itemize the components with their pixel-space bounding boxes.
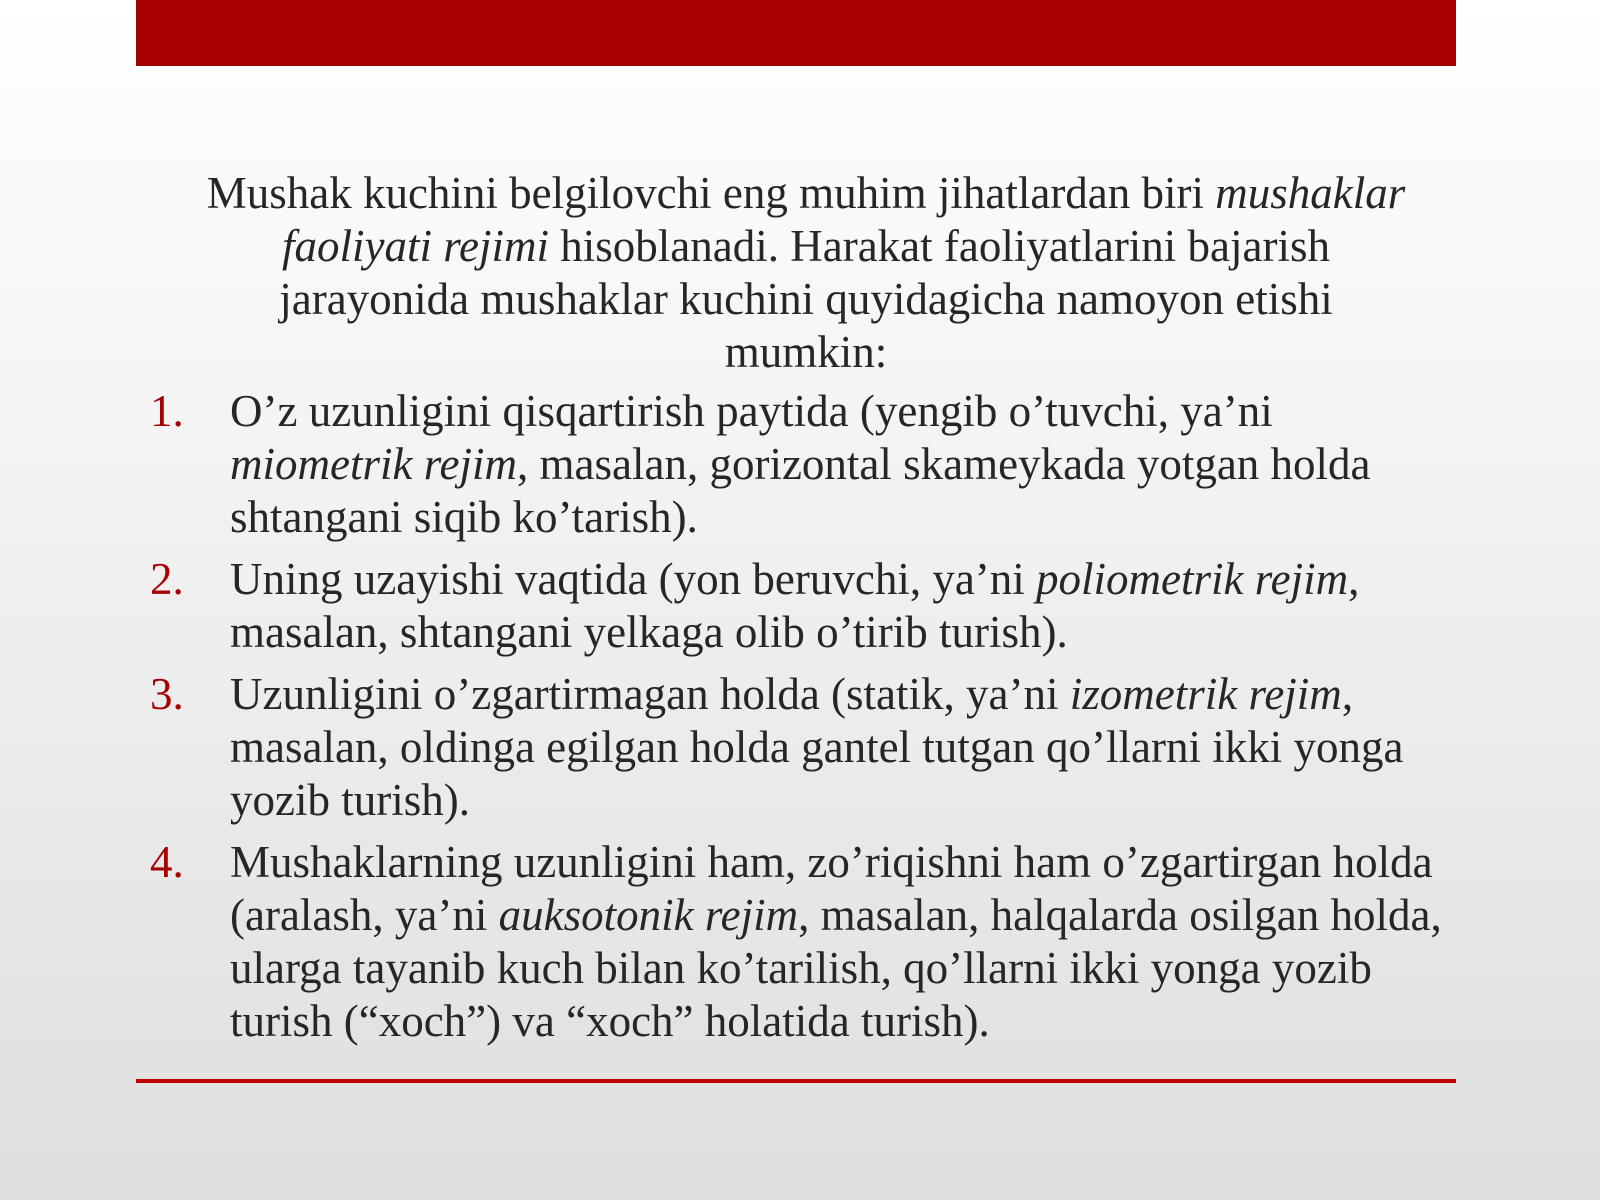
header-accent-bar	[136, 0, 1456, 66]
text-segment: Mushaklarning uzunligini ham, zo’riqishni ham o’zgartirgan holda (aralash, ya’ni	[230, 837, 1433, 940]
emphasis-text: auksotonik rejim	[498, 890, 799, 940]
list-item-text	[230, 669, 1403, 825]
emphasis-text: izometrik rejim	[1069, 669, 1342, 719]
list-item-text	[230, 386, 1371, 542]
text-segment: , masalan, oldinga egilgan holda gantel tutgan qo’llarni ikki yonga yozib turish).	[230, 669, 1404, 825]
text-segment: Uzunligini o’zgartirmagan holda (statik, ya’ni	[230, 669, 1070, 719]
emphasis-text: miometrik rejim	[230, 439, 518, 489]
emphasis-text: poliometrik rejim	[1036, 554, 1349, 604]
emphasis-text: mushaklar faoliyati rejimi	[281, 168, 1406, 271]
mode-list	[136, 385, 1456, 1048]
list-number: 4.	[150, 837, 184, 887]
text-segment: , masalan, gorizontal skameykada yotgan holda shtangani siqib ko’tarish).	[230, 439, 1371, 542]
list-number: 3.	[150, 669, 184, 719]
text-segment: Mushak kuchini belgilovchi eng muhim jihatlardan biri	[206, 168, 1216, 218]
list-item-text	[230, 554, 1359, 657]
list-number: 2.	[150, 554, 184, 604]
text-segment: O’z uzunligini qisqartirish paytida (yengib o’tuvchi, ya’ni	[230, 386, 1273, 436]
text-segment: hisoblanadi. Harakat faoliyatlarini bajarish jarayonida mushaklar kuchini quyidagicha namoyon etishi mumkin:	[279, 221, 1333, 377]
text-segment: , masalan, shtangani yelkaga olib o’tirib turish).	[230, 554, 1360, 657]
list-item	[136, 668, 1456, 827]
intro-paragraph	[136, 167, 1456, 379]
text-segment: Uning uzayishi vaqtida (yon beruvchi, ya’ni	[230, 554, 1037, 604]
text-segment: , masalan, halqalarda osilgan holda, ularga tayanib kuch bilan ko’tarilish, qo’llarni ikki yonga yozib turish (“xoch”) va “xoch” holatida turish).	[230, 890, 1442, 1046]
list-item	[136, 836, 1456, 1048]
list-number: 1.	[150, 386, 184, 436]
list-item	[136, 385, 1456, 544]
list-item	[136, 553, 1456, 659]
slide-content	[136, 167, 1456, 1057]
footer-divider	[136, 1079, 1456, 1083]
list-item-text	[230, 837, 1442, 1046]
